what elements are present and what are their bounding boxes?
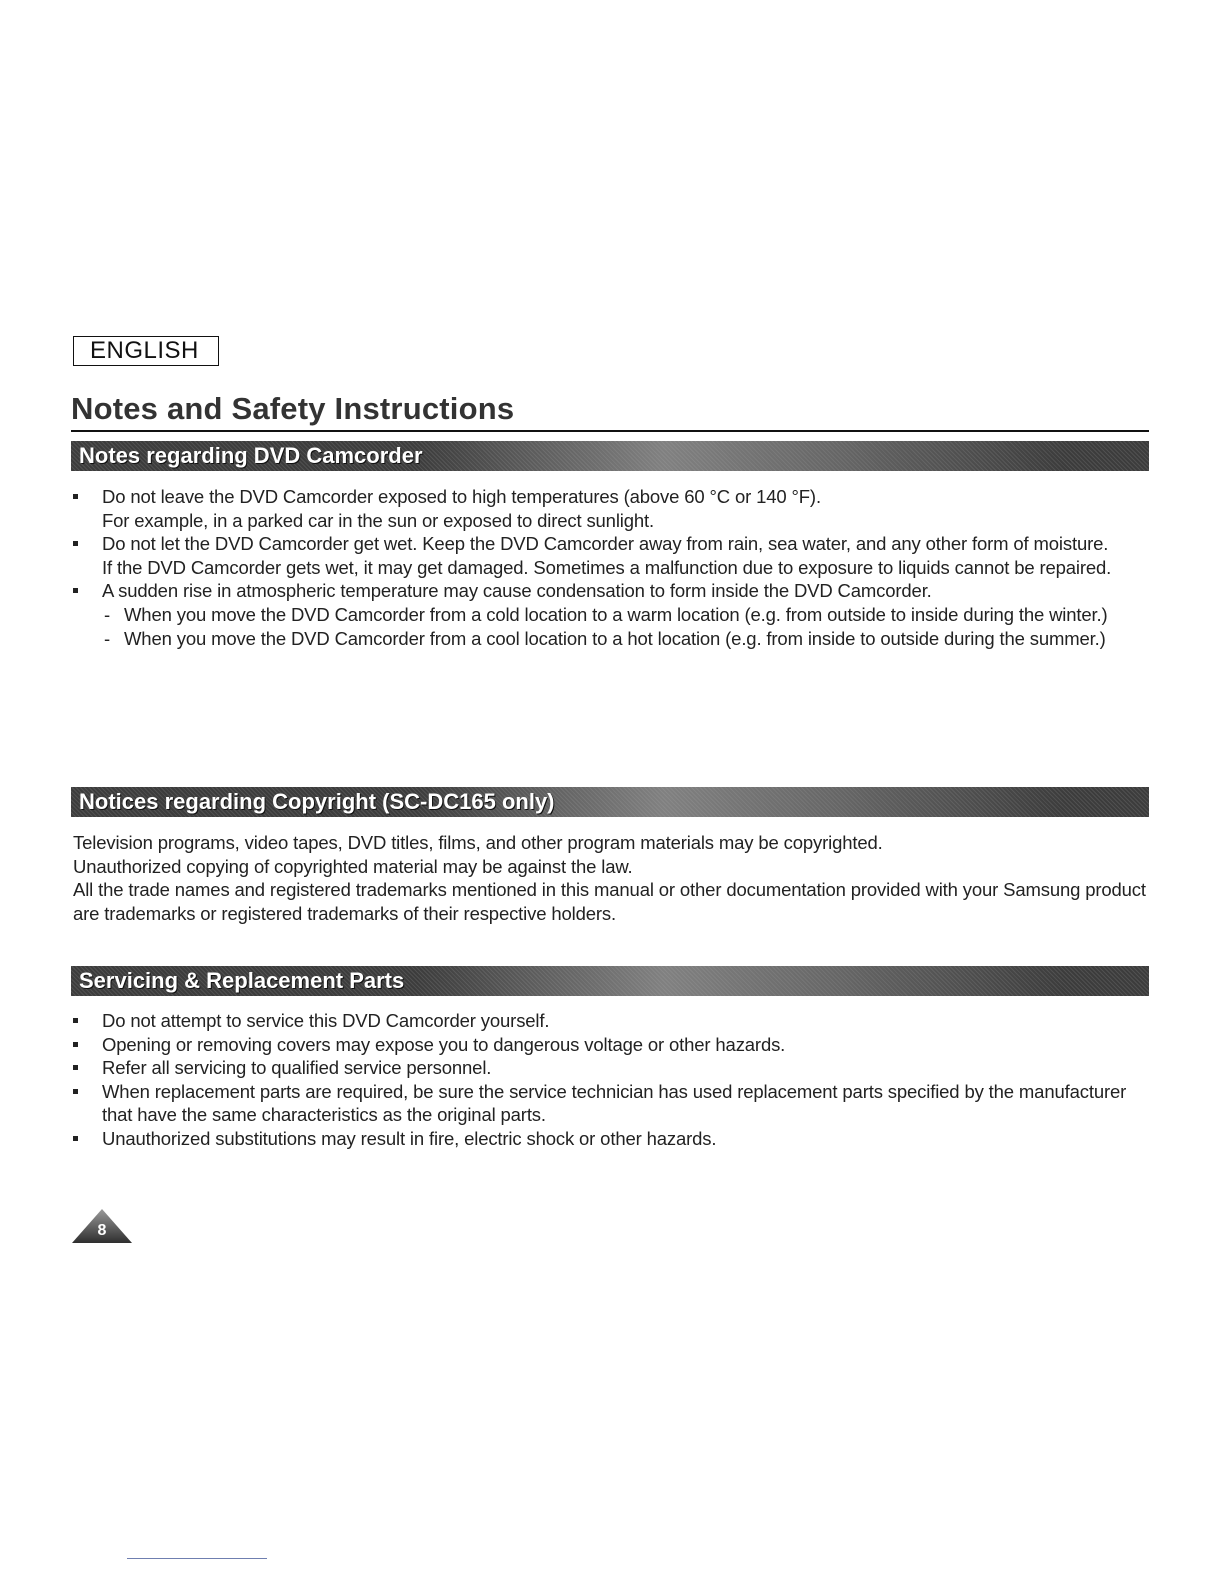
page-number: 8 (97, 1222, 107, 1239)
bullet-list (73, 1009, 1153, 1151)
bullet-item (73, 579, 1153, 650)
bullet-item: Do not attempt to service this DVD Camcorder yourself. (73, 1009, 1153, 1033)
section-body-servicing (73, 1009, 1153, 1151)
paragraph: Unauthorized copying of copyrighted material may be against the law. (73, 855, 633, 877)
sub-item: - When you move the DVD Camcorder from a cool location to a hot location (e.g. from inside to outside during the summer.) (102, 627, 1153, 651)
paragraph: All the trade names and registered trademarks mentioned in this manual or other documentation provided with your Samsung product are trademarks or registered trademarks of their respective holders. (73, 879, 1146, 924)
bullet-item: Unauthorized substitutions may result in fire, electric shock or other hazards. (73, 1127, 1153, 1151)
bullet-text: Do not leave the DVD Camcorder exposed to high temperatures (above 60 °C or 140 °F). (102, 486, 821, 507)
bullet-text: Do not let the DVD Camcorder get wet. Keep the DVD Camcorder away from rain, sea water, and any other form of moisture. (102, 533, 1109, 555)
bullet-item: When replacement parts are required, be sure the service technician has used replacement parts specified by the manufacturer that have the same characteristics as the original parts. (73, 1080, 1153, 1127)
bullet-text: If the DVD Camcorder gets wet, it may get damaged. Sometimes a malfunction due to exposure to liquids cannot be repaired. (102, 556, 1112, 578)
footer-line (127, 1558, 267, 1559)
sub-item: - When you move the DVD Camcorder from a cold location to a warm location (e.g. from outside to inside during the winter.) (102, 603, 1153, 627)
language-label: ENGLISH (73, 336, 219, 366)
section-heading-servicing: Servicing & Replacement Parts (71, 966, 1149, 996)
title-underline (71, 430, 1149, 432)
bullet-list (73, 485, 1153, 650)
bullet-text: A sudden rise in atmospheric temperature may cause condensation to form inside the DVD Camcorder. (102, 580, 932, 602)
bullet-item: Refer all servicing to qualified service personnel. (73, 1056, 1153, 1080)
section-body-copyright (73, 831, 1153, 925)
sub-list (102, 603, 1153, 650)
paragraph: Television programs, video tapes, DVD titles, films, and other program materials may be copyrighted. (73, 832, 883, 853)
section-body-dvd-notes (73, 485, 1153, 650)
bullet-item: Opening or removing covers may expose you to dangerous voltage or other hazards. (73, 1033, 1153, 1057)
page-title: Notes and Safety Instructions (71, 391, 515, 426)
section-heading-dvd-notes: Notes regarding DVD Camcorder (71, 441, 1149, 471)
bullet-item (73, 532, 1153, 579)
section-heading-copyright: Notices regarding Copyright (SC-DC165 only) (71, 787, 1149, 817)
bullet-text: For example, in a parked car in the sun or exposed to direct sunlight. (102, 509, 654, 531)
bullet-item (73, 485, 1153, 532)
